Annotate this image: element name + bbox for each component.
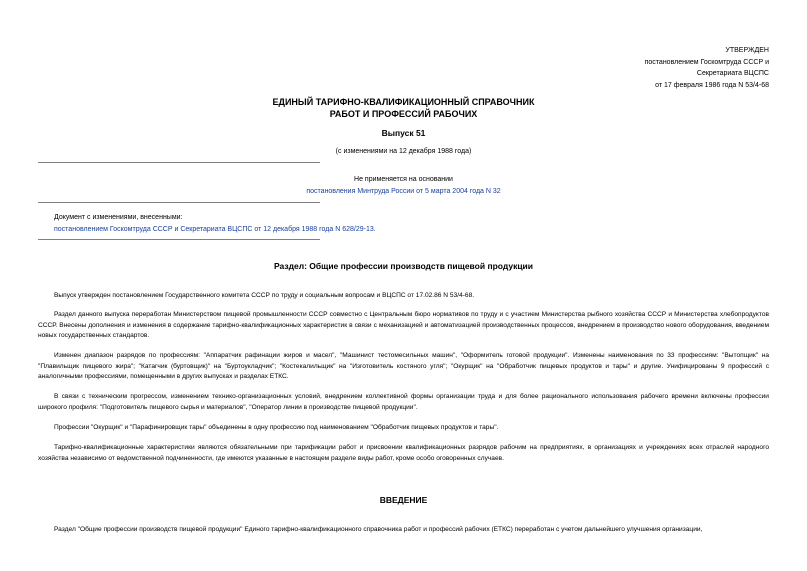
paragraph: Изменен диапазон разрядов по профессиям: "Аппаратчик рафинации жиров и масел", "Машинист тестомесильных машин", "Оформитель готовой продукции". Изменены наименования по 33 профессиям: "Вытопщик" на "Плавильщик пищевого жира"; "Катагчик (буртовщик)" на "Буртоукладчик"; "Костекалильщик" на "Изготовитель костяного угля"; "Окурщик" на "Обработчик пищевых продуктов и тары" и другие. Унифицированы 9 профессий с аналогичными профессиями, помещенными в других выпусках и разделах ЕТКС. — [38, 352, 769, 381]
intro-heading: ВВЕДЕНИЕ — [379, 495, 428, 505]
paragraph: В связи с техническим прогрессом, изменением технико-организационных условий, внедрением коллективной формы организации труда и для более рационального использования рабочего времени включены профессии широкого профиля: "Подготовитель пищевого сырья и материалов", "Оператор линии в производстве пищевой продукции". — [38, 393, 769, 411]
title-line: ЕДИНЫЙ ТАРИФНО-КВАЛИФИКАЦИОННЫЙ СПРАВОЧНИК — [272, 97, 535, 107]
paragraph: Раздел данного выпуска переработан Министерством пищевой промышленности СССР совместно с Центральным бюро нормативов по труду и с участием Министерства рыбного хозяйства СССР и Министерства хлебопродуктов СССР. Внесены дополнения и изменения в содержание тарифно-квалификационных характеристик в связи с механизацией и автоматизацией производственных процессов, внедрением в производство нового оборудования, введением новых государственных стандартов. — [38, 311, 769, 340]
paragraph: Профессии "Окурщик" и "Парафинировщик тары" объединены в одну профессию под наименованием "Обработчик пищевых продуктов и тары". — [54, 424, 499, 431]
title-line: РАБОТ И ПРОФЕССИЙ РАБОЧИХ — [329, 108, 478, 119]
issue-number: Выпуск 51 — [381, 128, 426, 138]
approval-line: от 17 февраля 1986 года N 53/4-68 — [655, 81, 769, 89]
changes-text: Документ с изменениями, внесенными: — [54, 214, 183, 221]
changes-link[interactable]: постановлением Госкомтруда СССР и Секретариата ВЦСПС от 12 декабря 1988 года N 628/29-13. — [54, 226, 376, 233]
divider — [38, 162, 320, 163]
approval-line: УТВЕРЖДЕН — [725, 47, 769, 54]
document-title — [0, 97, 807, 120]
approval-line: Секретариата ВЦСПС — [696, 70, 769, 77]
paragraph: Тарифно-квалификационные характеристики являются обязательными при тарификации работ и присвоении квалификационных разрядов рабочим на предприятиях, в организациях и учреждениях всех отраслей народного хозяйства независимо от ведомственной подчиненности, где имеются указанные в настоящем разделе виды работ, кроме особо оговоренных случаев. — [38, 444, 769, 462]
approval-line: постановлением Госкомтруда СССР и — [644, 58, 769, 66]
divider — [38, 202, 320, 203]
divider — [38, 239, 320, 240]
intro-paragraph: Раздел "Общие профессии производств пищевой продукции" Единого тарифно-квалификационного справочника работ и профессий рабочих (ЕТКС) переработан с учетом дальнейшего улучшения организации, — [54, 526, 703, 533]
approval-block — [469, 45, 769, 91]
paragraph: Выпуск утвержден постановлением Государственного комитета СССР по труду и социальным вопросам и ВЦСПС от 17.02.86 N 53/4-68. — [54, 292, 475, 299]
amended-note: (с изменениями на 12 декабря 1988 года) — [335, 148, 472, 155]
not-applied-link[interactable]: постановления Минтруда России от 5 марта 2004 года N 32 — [306, 188, 501, 195]
not-applied-text: Не применяется на основании — [354, 176, 453, 183]
section-title: Раздел: Общие профессии производств пищевой продукции — [273, 261, 534, 271]
